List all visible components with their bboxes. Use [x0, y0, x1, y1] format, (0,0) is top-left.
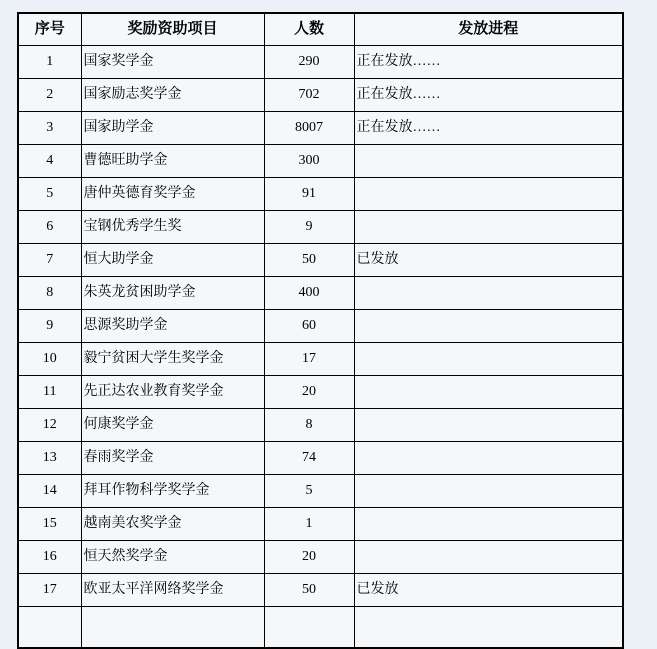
- table-row: [18, 508, 623, 541]
- cell-project: 恒大助学金: [81, 244, 264, 277]
- cell-status: 正在发放……: [354, 79, 623, 112]
- table-row: [18, 46, 623, 79]
- cell-count: 20: [264, 541, 354, 574]
- cell-status: [354, 541, 623, 574]
- cell-status: 已发放: [354, 244, 623, 277]
- cell-project: 恒天然奖学金: [81, 541, 264, 574]
- cell-project: 何康奖学金: [81, 409, 264, 442]
- table-row: [18, 211, 623, 244]
- cell-count: 20: [264, 376, 354, 409]
- cell-index: 1: [18, 46, 81, 79]
- header-row: [18, 13, 623, 46]
- cell-project: 唐仲英德育奖学金: [81, 178, 264, 211]
- table-row: [18, 79, 623, 112]
- table-row: [18, 343, 623, 376]
- cell-project: 国家助学金: [81, 112, 264, 145]
- table-row: [18, 475, 623, 508]
- cell-status: [354, 442, 623, 475]
- cell-status: [354, 178, 623, 211]
- header-cell-status: 发放进程: [354, 13, 623, 46]
- cell-count: 17: [264, 343, 354, 376]
- cell-count: 5: [264, 475, 354, 508]
- cell-status: 正在发放……: [354, 112, 623, 145]
- cell-count: 50: [264, 244, 354, 277]
- cell-index: 4: [18, 145, 81, 178]
- cell-project: 欧亚太平洋网络奖学金: [81, 574, 264, 607]
- cell-index: 7: [18, 244, 81, 277]
- cell-status: [354, 475, 623, 508]
- cell-count: 50: [264, 574, 354, 607]
- cell-project: 先正达农业教育奖学金: [81, 376, 264, 409]
- cell-index: 12: [18, 409, 81, 442]
- table-row: [18, 145, 623, 178]
- cell-index: 2: [18, 79, 81, 112]
- cell-project: 拜耳作物科学奖学金: [81, 475, 264, 508]
- cell-index: 10: [18, 343, 81, 376]
- table-row: [18, 541, 623, 574]
- header-cell-project: 奖励资助项目: [81, 13, 264, 46]
- cell-index: 9: [18, 310, 81, 343]
- cell-count: 400: [264, 277, 354, 310]
- cell-project: 越南美农奖学金: [81, 508, 264, 541]
- cell-status: 正在发放……: [354, 46, 623, 79]
- cell-index: 15: [18, 508, 81, 541]
- table-row: [18, 112, 623, 145]
- cell-count: 91: [264, 178, 354, 211]
- table-body: [18, 46, 623, 649]
- cell-index: 17: [18, 574, 81, 607]
- table-row: [18, 442, 623, 475]
- scholarship-table: [17, 12, 624, 649]
- cell-status: [354, 376, 623, 409]
- cell-count: 1: [264, 508, 354, 541]
- cell-status: [354, 145, 623, 178]
- table-row: [18, 178, 623, 211]
- cell-project: 思源奖助学金: [81, 310, 264, 343]
- cell-project: 曹德旺助学金: [81, 145, 264, 178]
- cell-project: 春雨奖学金: [81, 442, 264, 475]
- cell-count: 60: [264, 310, 354, 343]
- cell-count: 702: [264, 79, 354, 112]
- cell-index: 14: [18, 475, 81, 508]
- table-header: [18, 13, 623, 46]
- cell-count: 74: [264, 442, 354, 475]
- cell-status: [354, 310, 623, 343]
- cell-status: 已发放: [354, 574, 623, 607]
- cell-count: 290: [264, 46, 354, 79]
- cell-count: 8007: [264, 112, 354, 145]
- cell-status: [354, 211, 623, 244]
- header-cell-index: 序号: [18, 13, 81, 46]
- cell-status: [354, 508, 623, 541]
- cell-index: 6: [18, 211, 81, 244]
- cell-project: 国家奖学金: [81, 46, 264, 79]
- cell-index: 3: [18, 112, 81, 145]
- cell-index: 16: [18, 541, 81, 574]
- cell-project: 朱英龙贫困助学金: [81, 277, 264, 310]
- table-row: [18, 244, 623, 277]
- table-row: [18, 574, 623, 607]
- cell-count: 300: [264, 145, 354, 178]
- table-row: [18, 376, 623, 409]
- table-row: [18, 310, 623, 343]
- table-row: [18, 277, 623, 310]
- cell-project: 国家励志奖学金: [81, 79, 264, 112]
- cell-project: 宝钢优秀学生奖: [81, 211, 264, 244]
- cell-status: [354, 277, 623, 310]
- cell-index: 5: [18, 178, 81, 211]
- cell-status: [354, 343, 623, 376]
- cell-status: [354, 409, 623, 442]
- cell-count: 9: [264, 211, 354, 244]
- cell-index: 13: [18, 442, 81, 475]
- cell-project: 毅宁贫困大学生奖学金: [81, 343, 264, 376]
- table-row: [18, 409, 623, 442]
- cell-index: 8: [18, 277, 81, 310]
- header-cell-count: 人数: [264, 13, 354, 46]
- cell-count: 8: [264, 409, 354, 442]
- cell-index: 11: [18, 376, 81, 409]
